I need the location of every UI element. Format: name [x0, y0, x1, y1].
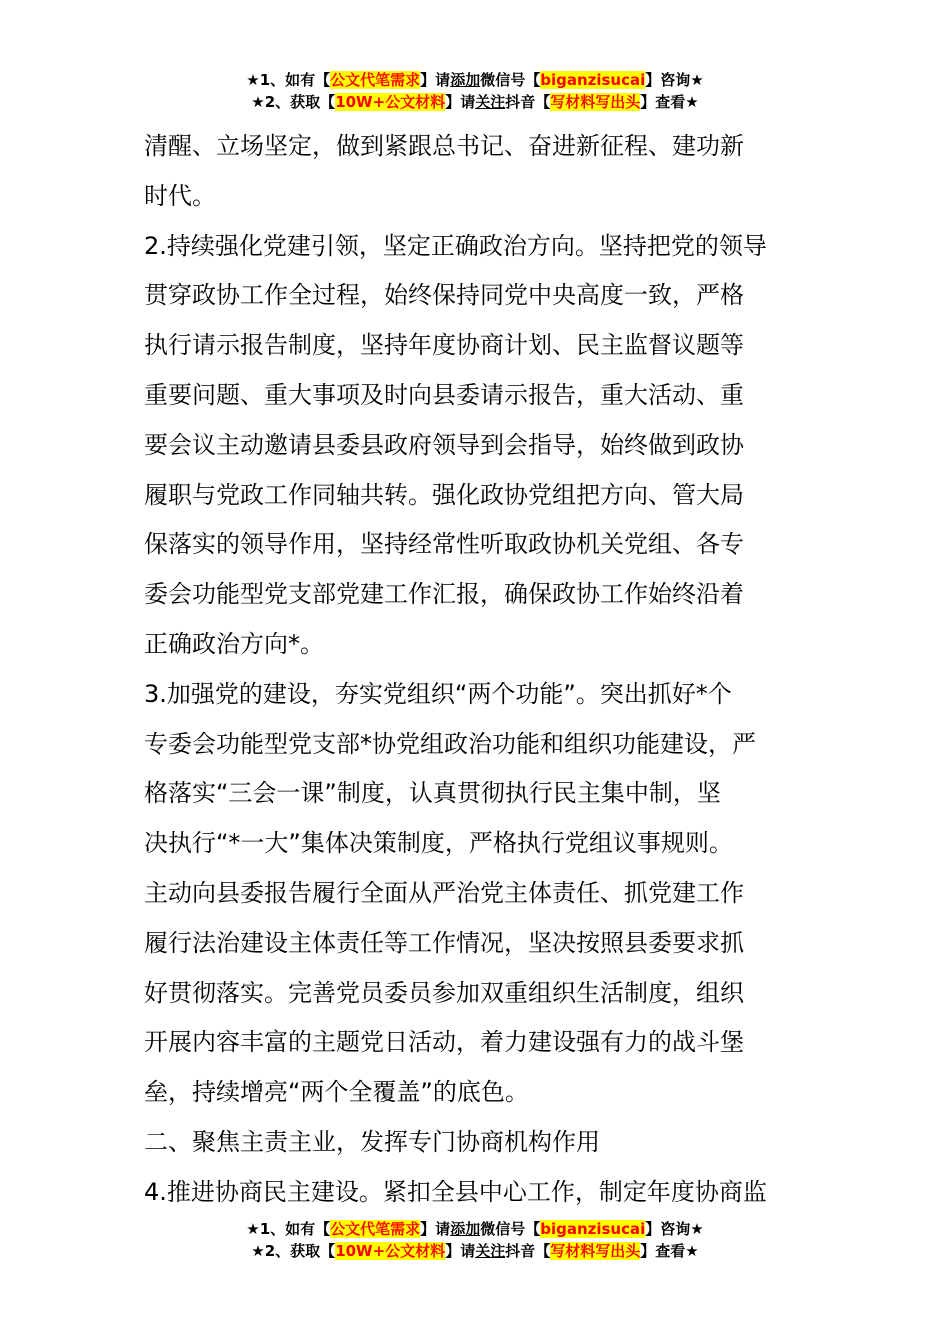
banner-text: ★1、如有【: [246, 71, 331, 89]
banner-text: 】请: [445, 1242, 476, 1260]
text-line: 专委会功能型党支部*协党组政治功能和组织功能建设，严: [144, 729, 756, 758]
text-line: 格落实“三会一课”制度，认真贯彻执行民主集中制，坚: [144, 779, 721, 808]
highlight-materials: 10W+公文材料: [335, 1242, 446, 1260]
underlined-text: 关注: [475, 1242, 506, 1260]
highlight-service: 公文代笔需求: [330, 71, 421, 89]
text-line: 好贯彻落实。完善党员委员参加双重组织生活制度，组织: [144, 978, 744, 1007]
highlight-wechat-id: biganzisucai: [540, 1220, 646, 1238]
banner-text: 】请: [445, 93, 476, 111]
text-line: 委会功能型党支部党建工作汇报，确保政协工作始终沿着: [144, 580, 744, 609]
text-line: 清醒、立场坚定，做到紧跟总书记、奋进新征程、建功新: [144, 132, 744, 160]
banner-text: 】请: [420, 1220, 451, 1238]
text-line: 执行请示报告制度，坚持年度协商计划、民主监督议题等: [144, 331, 744, 360]
banner-line-2: [0, 91, 950, 113]
banner-text: 】查看★: [640, 1242, 699, 1260]
banner-text: 】查看★: [640, 93, 699, 111]
banner-line-2: [0, 1240, 950, 1262]
banner-text: 】请: [420, 71, 451, 89]
text-line: 4.推进协商民主建设。紧扣全县中心工作，制定年度协商监: [144, 1177, 767, 1206]
text-line: 决执行“*一大”集体决策制度，严格执行党组议事规则。: [144, 829, 733, 858]
underlined-text: 添加: [450, 1220, 481, 1238]
banner-text: 微信号【: [480, 1220, 541, 1238]
footer-banner: [0, 1218, 950, 1262]
banner-text: ★2、获取【: [251, 93, 336, 111]
text-line: 3.加强党的建设，夯实党组织“两个功能”。突出抓好*个: [144, 679, 732, 708]
text-line: 开展内容丰富的主题党日活动，着力建设强有力的战斗堡: [144, 1028, 744, 1057]
section-heading: 二、聚焦主责主业，发挥专门协商机构作用: [144, 1127, 600, 1156]
text-line: 履行法治建设主体责任等工作情况，坚决按照县委要求抓: [144, 928, 744, 957]
banner-text: 抖音【: [505, 1242, 551, 1260]
highlight-service: 公文代笔需求: [330, 1220, 421, 1238]
banner-text: ★2、获取【: [251, 1242, 336, 1260]
text-line: 保落实的领导作用，坚持经常性听取政协机关党组、各专: [144, 530, 744, 559]
banner-text: 】咨询★: [645, 1220, 704, 1238]
text-line: 正确政治方向*。: [144, 629, 324, 658]
highlight-wechat-id: biganzisucai: [540, 71, 646, 89]
underlined-text: 关注: [475, 93, 506, 111]
banner-line-1: [0, 1218, 950, 1240]
document-body: [144, 122, 809, 1218]
header-banner: [0, 69, 950, 113]
underlined-text: 添加: [450, 71, 481, 89]
text-line: 时代。: [144, 181, 216, 210]
highlight-douyin-account: 写材料写出头: [550, 93, 641, 111]
text-line: 垒，持续增亮“两个全覆盖”的底色。: [144, 1078, 529, 1107]
highlight-materials: 10W+公文材料: [335, 93, 446, 111]
text-line: 重要问题、重大事项及时向县委请示报告，重大活动、重: [144, 380, 744, 409]
banner-text: 微信号【: [480, 71, 541, 89]
text-line: 主动向县委报告履行全面从严治党主体责任、抓党建工作: [144, 878, 744, 907]
banner-text: ★1、如有【: [246, 1220, 331, 1238]
banner-line-1: [0, 69, 950, 91]
text-line: 贯穿政协工作全过程，始终保持同党中央高度一致，严格: [144, 281, 744, 310]
text-line: 履职与党政工作同轴共转。强化政协党组把方向、管大局: [144, 480, 744, 509]
text-line: 2.持续强化党建引领，坚定正确政治方向。坚持把党的领导: [144, 231, 767, 260]
banner-text: 】咨询★: [645, 71, 704, 89]
highlight-douyin-account: 写材料写出头: [550, 1242, 641, 1260]
banner-text: 抖音【: [505, 93, 551, 111]
text-line: 要会议主动邀请县委县政府领导到会指导，始终做到政协: [144, 430, 744, 459]
